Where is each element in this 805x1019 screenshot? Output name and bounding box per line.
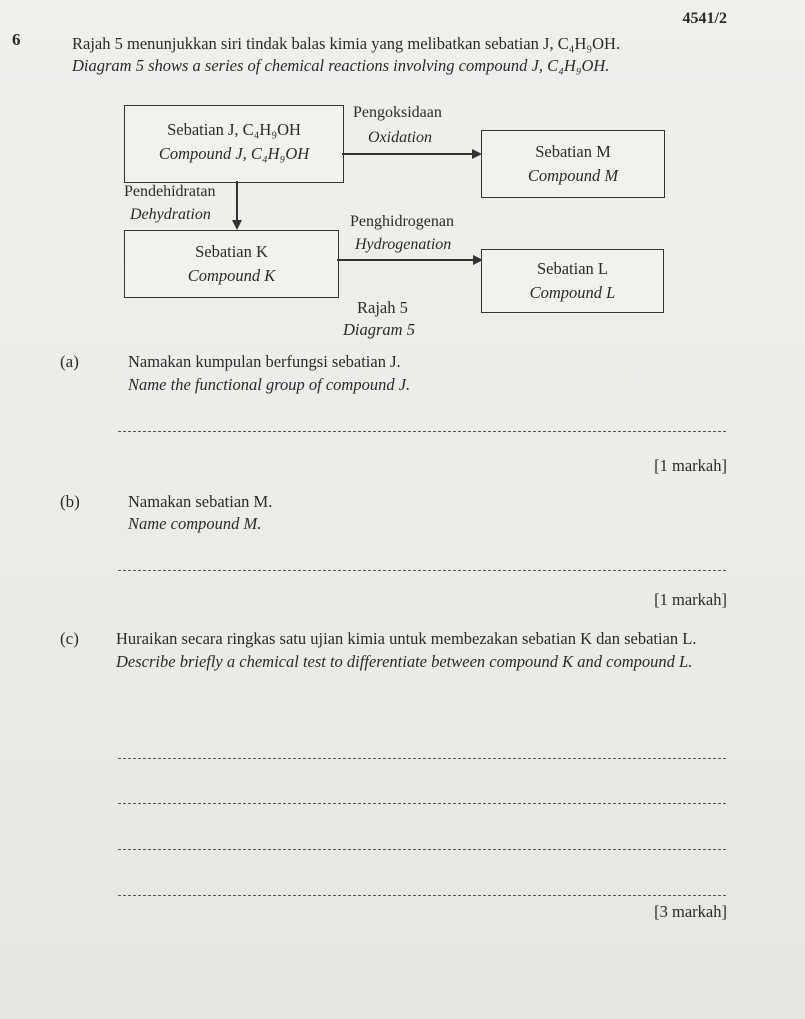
answer-line-c4[interactable] bbox=[118, 895, 726, 896]
intro-english: Diagram 5 shows a series of chemical reactions involving compound J, C₄H₉OH. bbox=[72, 56, 610, 75]
paper-code: 4541/2 bbox=[682, 10, 727, 27]
part-b-label: (b) bbox=[60, 492, 80, 511]
oxidation-arrow bbox=[342, 153, 476, 155]
dehydration-label-malay: Pendehidratan bbox=[124, 183, 216, 200]
compound-j-malay: Sebatian J, C₄H₉OH bbox=[167, 120, 301, 139]
oxidation-label-malay: Pengoksidaan bbox=[353, 104, 442, 121]
compound-l-box bbox=[481, 249, 664, 313]
oxidation-label-english: Oxidation bbox=[368, 129, 432, 146]
part-a-english: Name the functional group of compound J. bbox=[128, 375, 411, 394]
dehydration-arrow bbox=[236, 181, 238, 222]
part-c-malay: Huraikan secara ringkas satu ujian kimia untuk membezakan sebatian K dan sebatian L. bbox=[116, 629, 697, 648]
compound-l-english: Compound L bbox=[529, 283, 616, 302]
compound-k-malay: Sebatian K bbox=[195, 242, 268, 261]
marks-a: [1 markah] bbox=[654, 456, 727, 475]
dehydration-arrowhead bbox=[232, 220, 242, 230]
question-number: 6 bbox=[12, 30, 21, 49]
compound-k-english: Compound K bbox=[187, 266, 276, 285]
compound-k-box bbox=[124, 230, 339, 298]
answer-line-a[interactable] bbox=[118, 431, 726, 432]
hydrogenation-label-english: Hydrogenation bbox=[355, 236, 452, 253]
part-c-english: Describe briefly a chemical test to differentiate between compound K and compound L. bbox=[116, 652, 693, 671]
part-b-english: Name compound M. bbox=[128, 514, 262, 533]
part-a-label: (a) bbox=[60, 352, 79, 371]
marks-c: [3 markah] bbox=[654, 902, 727, 921]
dehydration-label-english: Dehydration bbox=[130, 206, 211, 223]
hydrogenation-label-malay: Penghidrogenan bbox=[350, 213, 454, 230]
answer-line-c3[interactable] bbox=[118, 849, 726, 850]
diagram-caption-english: Diagram 5 bbox=[343, 320, 415, 339]
answer-line-b[interactable] bbox=[118, 570, 726, 571]
compound-m-english: Compound M bbox=[527, 166, 619, 185]
compound-l-malay: Sebatian L bbox=[536, 259, 609, 278]
part-a-malay: Namakan kumpulan berfungsi sebatian J. bbox=[128, 352, 401, 371]
compound-j-english: Compound J, C₄H₉OH bbox=[158, 144, 310, 163]
part-c-label: (c) bbox=[60, 629, 79, 648]
compound-m-box bbox=[481, 130, 665, 198]
marks-b: [1 markah] bbox=[654, 590, 727, 609]
hydrogenation-arrow bbox=[337, 259, 477, 261]
diagram-caption-malay: Rajah 5 bbox=[357, 298, 408, 317]
part-c-text bbox=[116, 627, 728, 673]
compound-m-malay: Sebatian M bbox=[535, 142, 611, 161]
answer-line-c2[interactable] bbox=[118, 803, 726, 804]
intro-malay: Rajah 5 menunjukkan siri tindak balas kimia yang melibatkan sebatian J, C₄H₉OH. bbox=[72, 34, 621, 53]
answer-line-c1[interactable] bbox=[118, 758, 726, 759]
part-b-malay: Namakan sebatian M. bbox=[128, 492, 273, 511]
compound-j-box bbox=[124, 105, 344, 183]
